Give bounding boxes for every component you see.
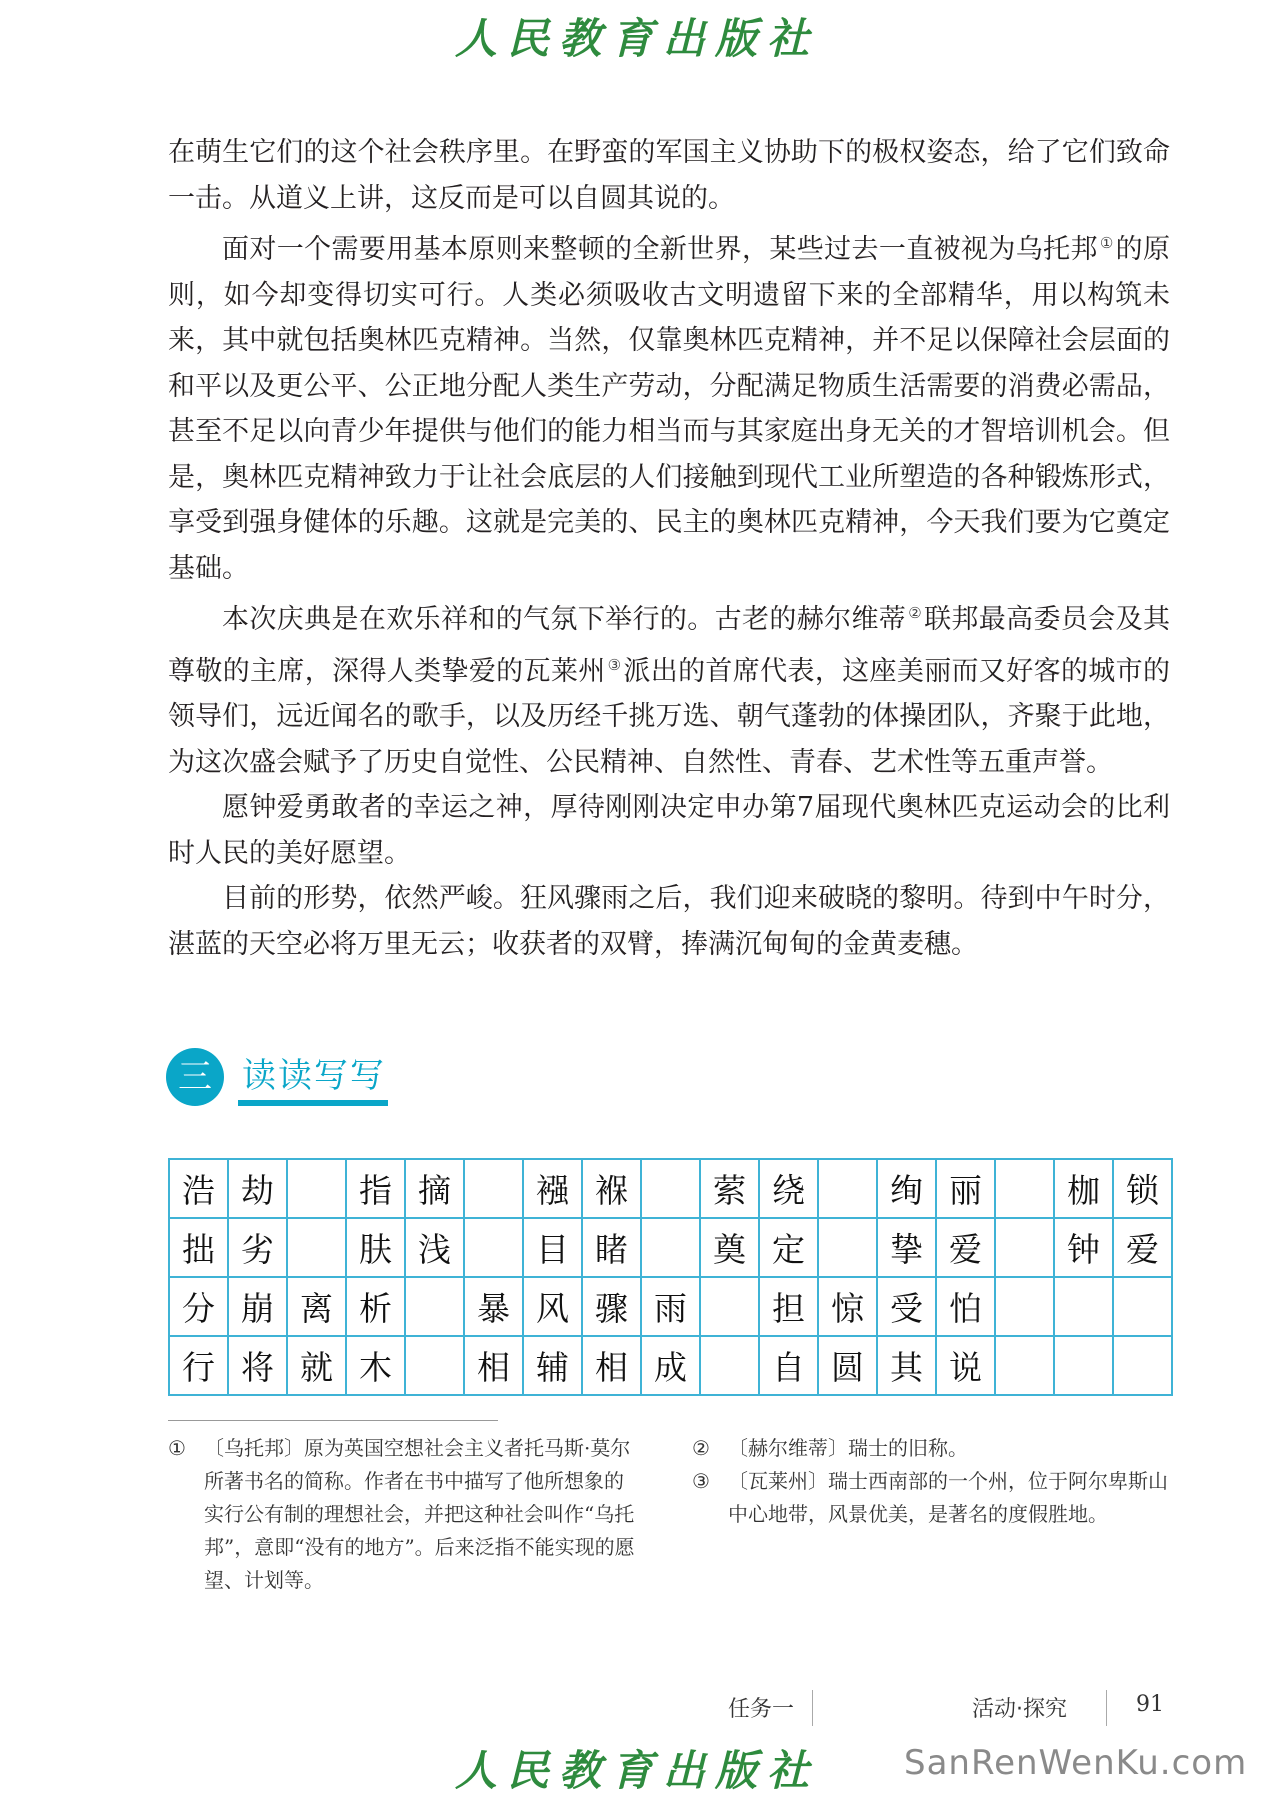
page-number: 91 xyxy=(1136,1692,1164,1717)
grid-cell xyxy=(287,1218,346,1277)
grid-cell: 将 xyxy=(228,1336,287,1395)
footnote-ref-1[interactable]: ① xyxy=(1099,234,1114,252)
grid-cell xyxy=(995,1336,1054,1395)
grid-cell: 怕 xyxy=(936,1277,995,1336)
grid-cell: 离 xyxy=(287,1277,346,1336)
grid-row xyxy=(169,1159,1172,1218)
grid-cell: 相 xyxy=(464,1336,523,1395)
grid-cell: 肤 xyxy=(346,1218,405,1277)
watermark: SanRenWenKu.com xyxy=(904,1743,1248,1783)
section-title: 读读写写 xyxy=(242,1056,386,1096)
footnote-1 xyxy=(168,1432,638,1597)
grid-cell: 绚 xyxy=(877,1159,936,1218)
grid-cell: 浩 xyxy=(169,1159,228,1218)
grid-cell: 目 xyxy=(523,1218,582,1277)
grid-cell: 骤 xyxy=(582,1277,641,1336)
grid-cell xyxy=(641,1159,700,1218)
footnotes-right-column xyxy=(692,1432,1172,1531)
footnote-divider xyxy=(168,1420,498,1421)
grid-cell: 爱 xyxy=(1113,1218,1172,1277)
grid-cell xyxy=(818,1159,877,1218)
grid-cell: 绕 xyxy=(759,1159,818,1218)
footer-separator xyxy=(812,1690,813,1726)
grid-cell xyxy=(700,1336,759,1395)
grid-cell: 风 xyxy=(523,1277,582,1336)
grid-cell: 奠 xyxy=(700,1218,759,1277)
footnote-number: ② xyxy=(692,1436,710,1460)
grid-row xyxy=(169,1336,1172,1395)
grid-row xyxy=(169,1277,1172,1336)
paragraph-2 xyxy=(168,221,1170,591)
grid-cell: 说 xyxy=(936,1336,995,1395)
grid-cell xyxy=(641,1218,700,1277)
publisher-logo-top: 人民教育出版社 xyxy=(454,14,819,63)
footnote-3 xyxy=(692,1465,1172,1531)
section-title-underline xyxy=(238,1100,388,1106)
grid-cell: 就 xyxy=(287,1336,346,1395)
grid-cell: 自 xyxy=(759,1336,818,1395)
footer-separator xyxy=(1106,1690,1107,1726)
grid-cell: 指 xyxy=(346,1159,405,1218)
grid-cell: 惊 xyxy=(818,1277,877,1336)
footnote-ref-3[interactable]: ③ xyxy=(607,655,622,674)
grid-cell: 成 xyxy=(641,1336,700,1395)
grid-cell xyxy=(1113,1336,1172,1395)
footnotes-left-column xyxy=(168,1432,638,1597)
grid-cell xyxy=(1054,1336,1113,1395)
footnote-text: 〔乌托邦〕原为英国空想社会主义者托马斯·莫尔所著书名的简称。作者在书中描写了他所想象的实行公有制的理想社会，并把这种社会叫作“乌托邦”，意即“没有的地方”。后来泛指不能实现的愿望、计划等。 xyxy=(204,1436,635,1592)
grid-cell xyxy=(1054,1277,1113,1336)
paragraph-5: 目前的形势，依然严峻。狂风骤雨之后，我们迎来破晓的黎明。待到中午时分，湛蓝的天空必将万里无云；收获者的双臂，捧满沉甸甸的金黄麦穗。 xyxy=(168,883,1170,960)
grid-cell: 锁 xyxy=(1113,1159,1172,1218)
footnote-ref-2[interactable]: ② xyxy=(908,604,923,622)
footnote-text: 〔瓦莱州〕瑞士西南部的一个州，位于阿尔卑斯山中心地带，风景优美，是著名的度假胜地。 xyxy=(728,1469,1168,1526)
paragraph-2-part-a: 面对一个需要用基本原则来整顿的全新世界，某些过去一直被视为乌托邦 xyxy=(222,234,1098,265)
grid-cell: 劫 xyxy=(228,1159,287,1218)
paragraph-3-part-a: 本次庆典是在欢乐祥和的气氛下举行的。古老的赫尔维蒂 xyxy=(222,604,907,635)
paragraph-4: 愿钟爱勇敢者的幸运之神，厚待刚刚决定申办第7届现代奥林匹克运动会的比利时人民的美好愿望。 xyxy=(168,792,1170,869)
grid-cell: 圆 xyxy=(818,1336,877,1395)
grid-cell: 挚 xyxy=(877,1218,936,1277)
grid-cell: 浅 xyxy=(405,1218,464,1277)
grid-cell xyxy=(995,1218,1054,1277)
grid-cell: 钟 xyxy=(1054,1218,1113,1277)
grid-cell xyxy=(995,1159,1054,1218)
grid-cell: 拙 xyxy=(169,1218,228,1277)
section-number-icon: 三 xyxy=(166,1048,224,1106)
grid-cell xyxy=(405,1336,464,1395)
grid-cell: 睹 xyxy=(582,1218,641,1277)
grid-cell: 辅 xyxy=(523,1336,582,1395)
grid-cell: 丽 xyxy=(936,1159,995,1218)
footnote-2 xyxy=(692,1432,1172,1465)
paragraph-3-part-c: 派出的首席代表，这座美丽而又好客的城市的领导们，远近闻名的歌手，以及历经千挑万选、朝气蓬勃的体操团队，齐聚于此地，为这次盛会赋予了历史自觉性、公民精神、自然性、青春、艺术性等五重声誉。 xyxy=(168,655,1170,778)
grid-cell: 雨 xyxy=(641,1277,700,1336)
grid-cell: 摘 xyxy=(405,1159,464,1218)
publisher-logo-bottom: 人民教育出版社 xyxy=(454,1746,819,1795)
grid-cell: 担 xyxy=(759,1277,818,1336)
vocabulary-grid xyxy=(168,1158,1173,1396)
grid-cell xyxy=(818,1218,877,1277)
grid-cell: 其 xyxy=(877,1336,936,1395)
footnote-number: ③ xyxy=(692,1469,710,1493)
grid-cell: 襁 xyxy=(523,1159,582,1218)
grid-cell: 褓 xyxy=(582,1159,641,1218)
grid-cell: 相 xyxy=(582,1336,641,1395)
grid-cell: 木 xyxy=(346,1336,405,1395)
grid-cell xyxy=(995,1277,1054,1336)
grid-cell: 分 xyxy=(169,1277,228,1336)
paragraph-1: 在萌生它们的这个社会秩序里。在野蛮的军国主义协助下的极权姿态，给了它们致命一击。从道义上讲，这反而是可以自圆其说的。 xyxy=(168,137,1170,214)
footer-activity-label: 活动·探究 xyxy=(972,1697,1067,1722)
article-body xyxy=(168,130,1170,967)
grid-cell xyxy=(700,1277,759,1336)
grid-row xyxy=(169,1218,1172,1277)
grid-cell: 劣 xyxy=(228,1218,287,1277)
paragraph-3-part-b: 联邦最高委员会及其尊敬的主席，深得人类挚爱的瓦莱州 xyxy=(168,604,1171,687)
grid-cell: 受 xyxy=(877,1277,936,1336)
grid-cell: 萦 xyxy=(700,1159,759,1218)
section-heading xyxy=(166,1048,406,1114)
grid-cell xyxy=(1113,1277,1172,1336)
grid-cell: 暴 xyxy=(464,1277,523,1336)
grid-cell: 析 xyxy=(346,1277,405,1336)
paragraph-2-part-b: 的原则，如今却变得切实可行。人类必须吸收古文明遗留下来的全部精华，用以构筑未来，其中就包括奥林匹克精神。当然，仅靠奥林匹克精神，并不足以保障社会层面的和平以及更公平、公正地分配人类生产劳动，分配满足物质生活需要的消费必需品，甚至不足以向青少年提供与他们的能力相当而与其家庭出身无关的才智培训机会。但是，奥林匹克精神致力于让社会底层的人们接触到现代工业所塑造的各种锻炼形式，享受到强身健体的乐趣。这就是完美的、民主的奥林匹克精神，今天我们要为它奠定基础。 xyxy=(168,234,1171,584)
grid-cell: 定 xyxy=(759,1218,818,1277)
grid-cell xyxy=(464,1218,523,1277)
grid-cell xyxy=(405,1277,464,1336)
grid-cell: 行 xyxy=(169,1336,228,1395)
footnote-number: ① xyxy=(168,1436,186,1460)
footnote-text: 〔赫尔维蒂〕瑞士的旧称。 xyxy=(728,1436,968,1460)
grid-cell xyxy=(287,1159,346,1218)
paragraph-3 xyxy=(168,591,1170,785)
grid-cell: 枷 xyxy=(1054,1159,1113,1218)
grid-cell: 崩 xyxy=(228,1277,287,1336)
footer-task-label: 任务一 xyxy=(728,1697,795,1722)
grid-cell xyxy=(464,1159,523,1218)
grid-cell: 爱 xyxy=(936,1218,995,1277)
